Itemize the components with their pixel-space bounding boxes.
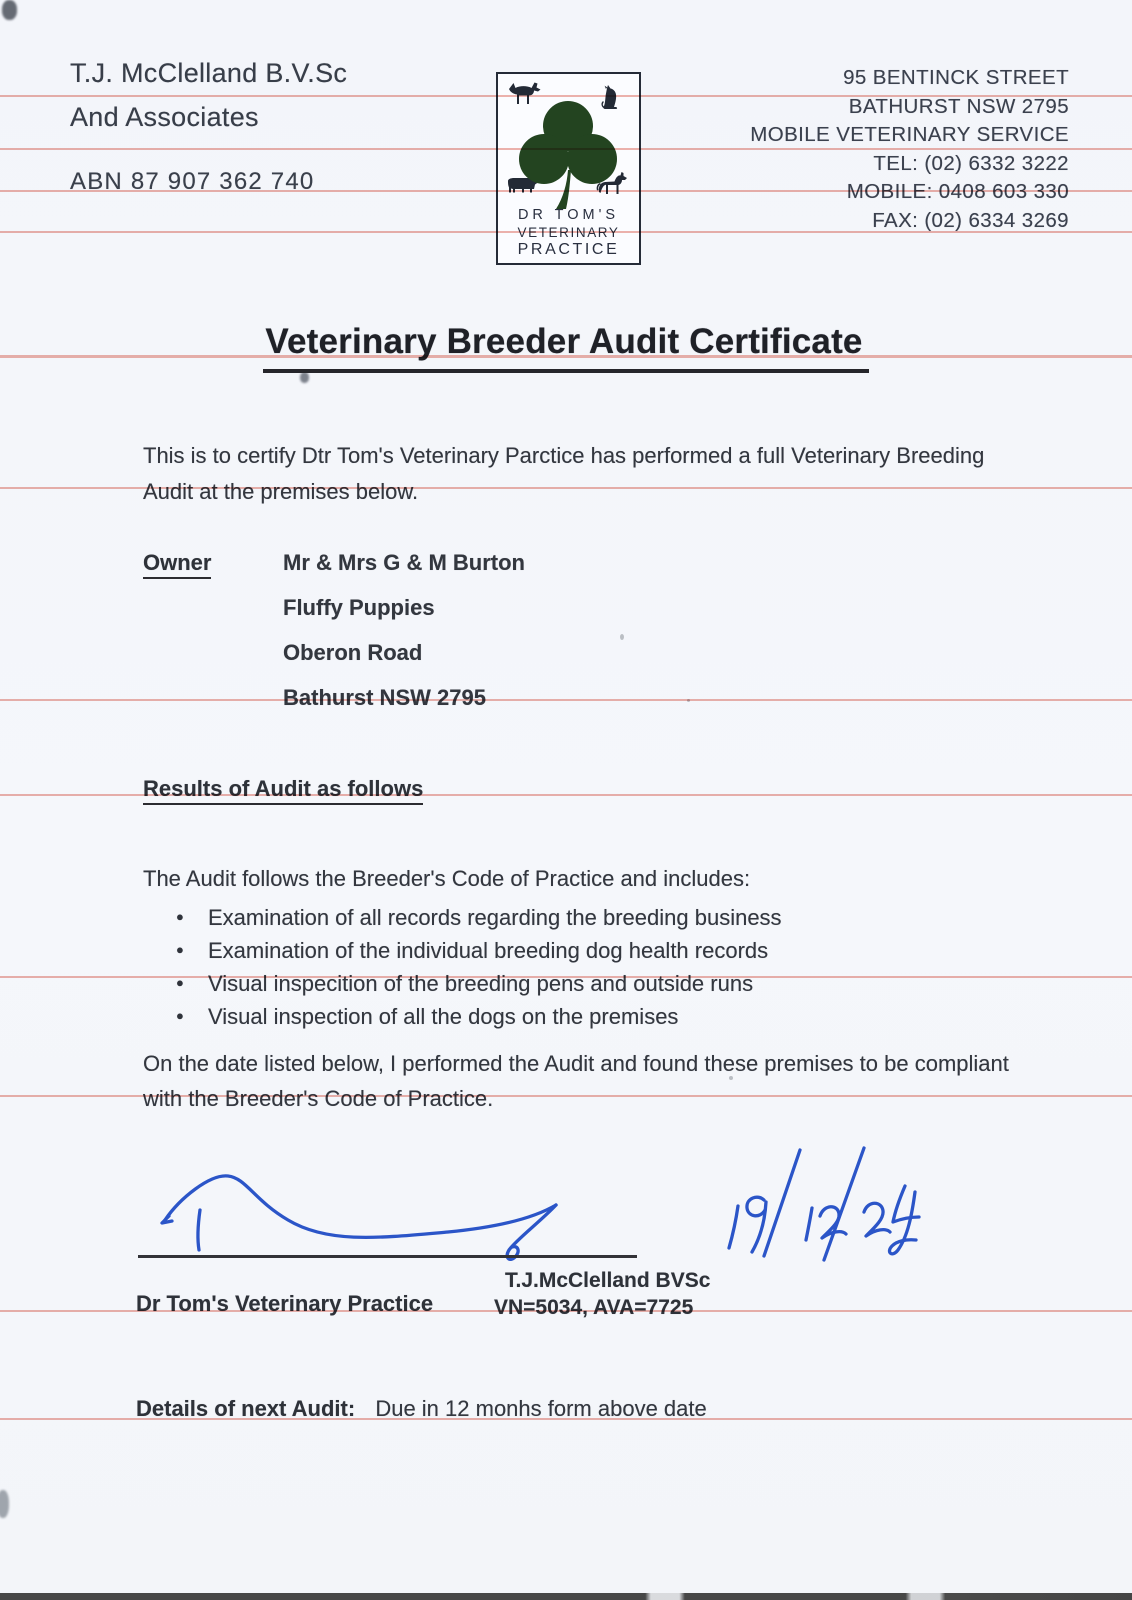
intro-line-1: This is to certify Dtr Tom's Veterinary Parctice has performed a full Veterinary Breeding [143,443,985,468]
next-audit-row [136,1396,707,1422]
cat-icon [601,85,617,109]
conclusion-line-1: On the date listed below, I performed the Audit and found these premises to be compliant [143,1051,1009,1076]
audit-intro: The Audit follows the Breeder's Code of Practice and includes: [143,866,751,891]
owner-business: Fluffy Puppies [283,595,435,620]
service-type: MOBILE VETERINARY SERVICE [750,123,1069,146]
scan-speck [687,699,690,702]
owner-name: Mr & Mrs G & M Burton [283,550,525,575]
practitioner-name: T.J. McClelland B.V.Sc [70,58,348,88]
results-heading: Results of Audit as follows [143,776,423,802]
intro-line-2: Audit at the premises below. [143,479,419,504]
owner-city: Bathurst NSW 2795 [283,685,486,710]
logo-line-1: DR TOM'S [517,207,620,223]
shamrock-icon [519,101,617,209]
practitioner-associates: And Associates [70,102,259,132]
signatory-name: T.J.McClelland BVSc [505,1269,711,1292]
scan-edge-band [0,1593,1132,1600]
audit-checklist [176,905,782,1037]
list-item: ● Visual inspection of all the dogs on the premises [176,1004,679,1029]
bullet-icon: ● [176,975,184,990]
logo-line-2: VETERINARY [517,225,620,240]
next-audit-label: Details of next Audit: [136,1396,356,1421]
logo-line-3: PRACTICE [517,241,620,258]
fax: FAX: (02) 6334 3269 [872,208,1069,232]
bullet-icon: ● [176,1008,184,1023]
list-item: ● Visual inspecition of the breeding pens and outside runs [176,971,754,996]
owner-label: Owner [143,550,211,576]
scan-smudge [300,372,309,383]
signature-line [138,1255,637,1258]
certificate-title: Veterinary Breeder Audit Certificate [263,322,868,373]
bullet-icon: ● [176,942,184,957]
scan-red-line [0,699,1132,701]
handwritten-date [700,1118,935,1268]
abn-number: ABN 87 907 362 740 [70,168,315,195]
city-address: BATHURST NSW 2795 [848,94,1069,118]
practice-logo [496,72,641,265]
certificate-title-row [0,322,1132,373]
list-item: ● Examination of the individual breeding dog health records [176,938,769,963]
street-address: 95 BENTINCK STREET [843,66,1069,89]
logo-wordmark [498,207,639,258]
conclusion-line-2: with the Breeder's Code of Practice. [143,1086,494,1111]
scan-smudge [0,1490,9,1518]
conclusion-paragraph [143,1046,1009,1116]
bullet-icon: ● [176,909,184,924]
owner-street: Oberon Road [283,640,423,665]
list-item: ● Examination of all records regarding the breeding business [176,905,782,930]
dog-icon [509,83,541,105]
intro-paragraph [143,438,984,510]
practice-name: Dr Tom's Veterinary Practice [136,1291,434,1316]
handwritten-signature [118,1126,663,1266]
telephone: TEL: (02) 6332 3222 [873,151,1069,175]
scan-speck [620,634,624,640]
scan-smudge [2,0,17,20]
contact-block [750,64,1069,235]
next-audit-value: Due in 12 monhs form above date [375,1396,707,1421]
mobile: MOBILE: 0408 603 330 [846,180,1069,203]
signatory-registration: VN=5034, AVA=7725 [494,1296,694,1319]
logo-graphics [498,74,639,219]
